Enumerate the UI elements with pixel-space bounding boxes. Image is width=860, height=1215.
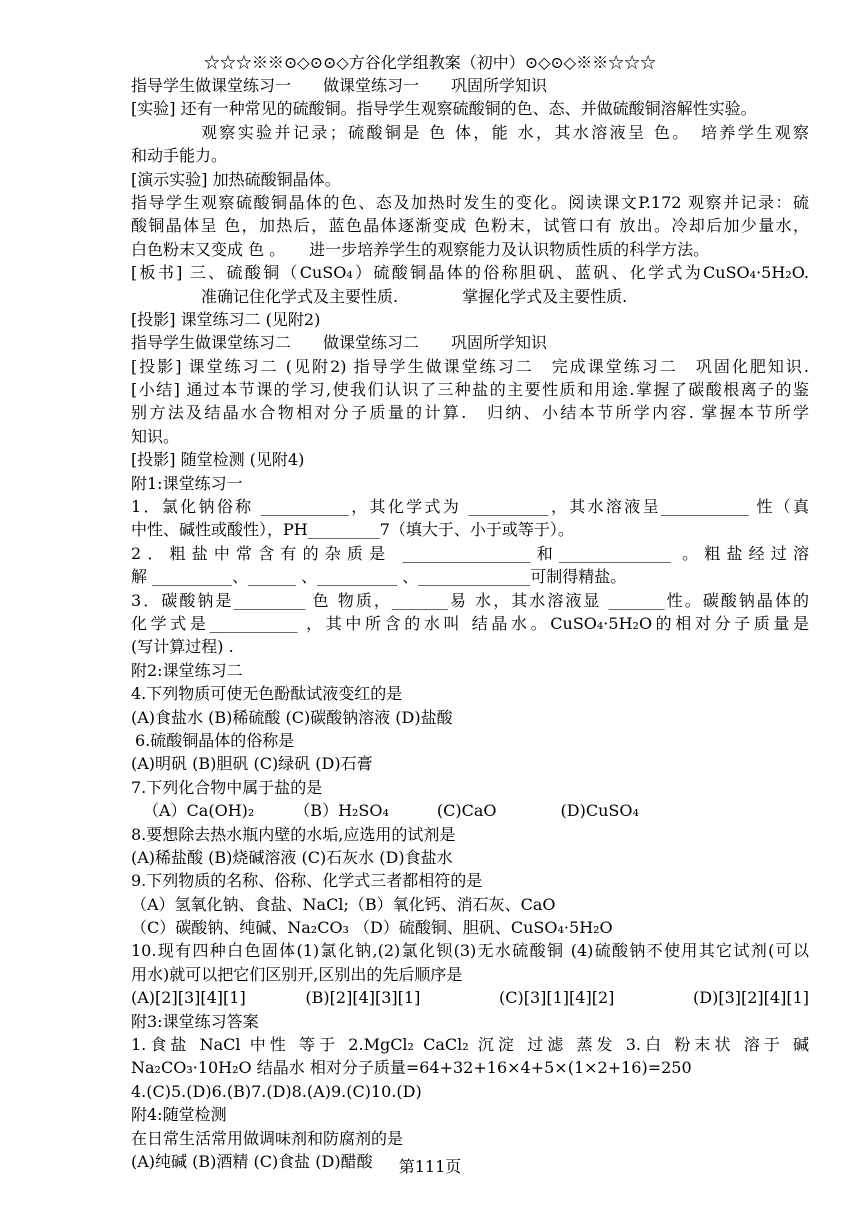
text-line: 别方法及结晶水合物相对分子质量的计算. 归纳、小结本节所学内容. 掌握本节所学	[131, 403, 809, 423]
text-line: [投影] 课堂练习二 (见附2) 指导学生做课堂练习二 完成课堂练习二 巩固化肥知识.	[131, 356, 809, 376]
text-line: 1．氯化钠俗称 ___________，其化学式为 __________，其水溶液呈___________ 性（真	[131, 497, 809, 517]
text-line: 7.下列化合物中属于盐的是	[131, 777, 323, 797]
text-line: 6.硫酸铜晶体的俗称是	[135, 730, 295, 750]
text-line: 2．粗盐中常含有的杂质是 ________________和______________ 。粗盐经过溶	[131, 543, 809, 563]
text-line: [投影] 随堂检测 (见附4)	[131, 450, 305, 470]
text-line: [小结] 通过本节课的学习,使我们认识了三种盐的主要性质和用途.掌握了碳酸根离子的鉴	[131, 380, 809, 400]
text-line: 指导学生做课堂练习一 做课堂练习一 巩固所学知识	[131, 76, 548, 95]
text-line: 附3:课堂练习答案	[131, 1011, 259, 1031]
text-line: 白色粉末又变成 色 。 进一步培养学生的观察能力及认识物质性质的科学方法。	[131, 239, 710, 259]
text-line: 4.(C)5.(D)6.(B)7.(D)8.(A)9.(C)10.(D)	[131, 1081, 422, 1101]
text-line: 解 __________、______ 、__________ 、______________可制得精盐。	[131, 567, 627, 587]
text-line: 附1:课堂练习一	[131, 473, 243, 493]
text-line: 指导学生做课堂练习二 做课堂练习二 巩固所学知识	[131, 333, 548, 353]
text-line: 用水)就可以把它们区别开,区别出的先后顺序是	[131, 964, 463, 984]
lesson-body	[131, 74, 809, 1173]
text-line: （C）碳酸钠、纯碱、Na₂CO₃ （D）硫酸铜、胆矾、CuSO₄·5H₂O	[131, 918, 613, 938]
text-line: 观察实验并记录；硫酸铜是 色 体，能 水，其水溶液呈 色。 培养学生观察	[201, 122, 809, 142]
text-line: (A)稀盐酸 (B)烧碱溶液 (C)石灰水 (D)食盐水	[131, 847, 453, 867]
text-line: 在日常生活常用做调味剂和防腐剂的是	[131, 1128, 404, 1148]
text-line: 10.现有四种白色固体(1)氯化钠,(2)氯化钡(3)无水硫酸铜 (4)硫酸钠不使用其它试剂(可以	[131, 941, 809, 961]
text-line: (A)明矾 (B)胆矾 (C)绿矾 (D)石膏	[131, 754, 373, 774]
text-line: 4.下列物质可使无色酚酞试液变红的是	[131, 684, 403, 704]
text-line: 8.要想除去热水瓶内壁的水垢,应选用的试剂是	[131, 824, 456, 844]
page-number: 第111页	[398, 1157, 462, 1176]
text-line: (A)纯碱 (B)酒精 (C)食盐 (D)醋酸	[131, 1151, 373, 1171]
text-line: [板书] 三、硫酸铜（CuSO₄）硫酸铜晶体的俗称胆矾、蓝矾、化学式为CuSO₄·5H₂O.	[131, 263, 809, 283]
text-line: [实验] 还有一种常见的硫酸铜。指导学生观察硫酸铜的色、态、并做硫酸铜溶解性实验。	[131, 99, 757, 119]
text-line: 9.下列物质的名称、俗称、化学式三者都相符的是	[131, 871, 483, 891]
text-line: 3．碳酸钠是_________ 色 物质，_______易 水，其水溶液显 _______性。碳酸钠晶体的	[131, 590, 809, 610]
text-line: (A)食盐水 (B)稀硫酸 (C)碳酸钠溶液 (D)盐酸	[131, 707, 453, 727]
text-line: 知识。	[131, 426, 180, 446]
text-line: 1.食盐 NaCl 中性 等于 2.MgCl₂ CaCl₂ 沉淀 过滤 蒸发 3.白 粉末状 溶于 碱	[131, 1035, 809, 1055]
page-header: ☆☆☆※※⊙◇⊙⊙◇方谷化学组教案（初中）⊙◇⊙◇※※☆☆☆	[203, 53, 657, 72]
text-line: Na₂CO₃·10H₂O 结晶水 相对分子质量=64+32+16×4+5×(1×2+16)=250	[131, 1058, 692, 1078]
text-line: (A)[2][3][4][1] (B)[2][4][3][1] (C)[3][1][4][2] (D)[3][2][4][1]	[131, 988, 809, 1008]
text-line: 化学式是___________ ，其中所含的水叫 结晶水。CuSO₄·5H₂O的相对分子质量是	[131, 613, 809, 633]
text-line: 附2:课堂练习二	[131, 660, 243, 680]
text-line: 附4:随堂检测	[131, 1105, 227, 1125]
text-line: 酸铜晶体呈 色，加热后，蓝色晶体逐渐变成 色粉末，试管口有 放出。冷却后加少量水，	[131, 216, 809, 236]
text-line: [投影] 课堂练习二 (见附2)	[131, 309, 321, 329]
text-line: 准确记住化学式及主要性质. 掌握化学式及主要性质.	[201, 286, 628, 306]
text-line: [演示实验] 加热硫酸铜晶体。	[131, 169, 341, 189]
text-line: （A）氢氧化钠、食盐、NaCl;（B）氧化钙、消石灰、CaO	[131, 894, 556, 914]
text-line: (写计算过程) .	[131, 637, 234, 657]
text-line: （A）Ca(OH)₂ （B）H₂SO₄ (C)CaO (D)CuSO₄	[143, 801, 639, 821]
text-line: 和动手能力。	[131, 146, 228, 166]
text-line: 中性、碱性或酸性），PH_________7（填大于、小于或等于）。	[131, 520, 574, 540]
text-line: 指导学生观察硫酸铜晶体的色、态及加热时发生的变化。阅读课文P.172 观察并记录：硫	[131, 192, 809, 212]
